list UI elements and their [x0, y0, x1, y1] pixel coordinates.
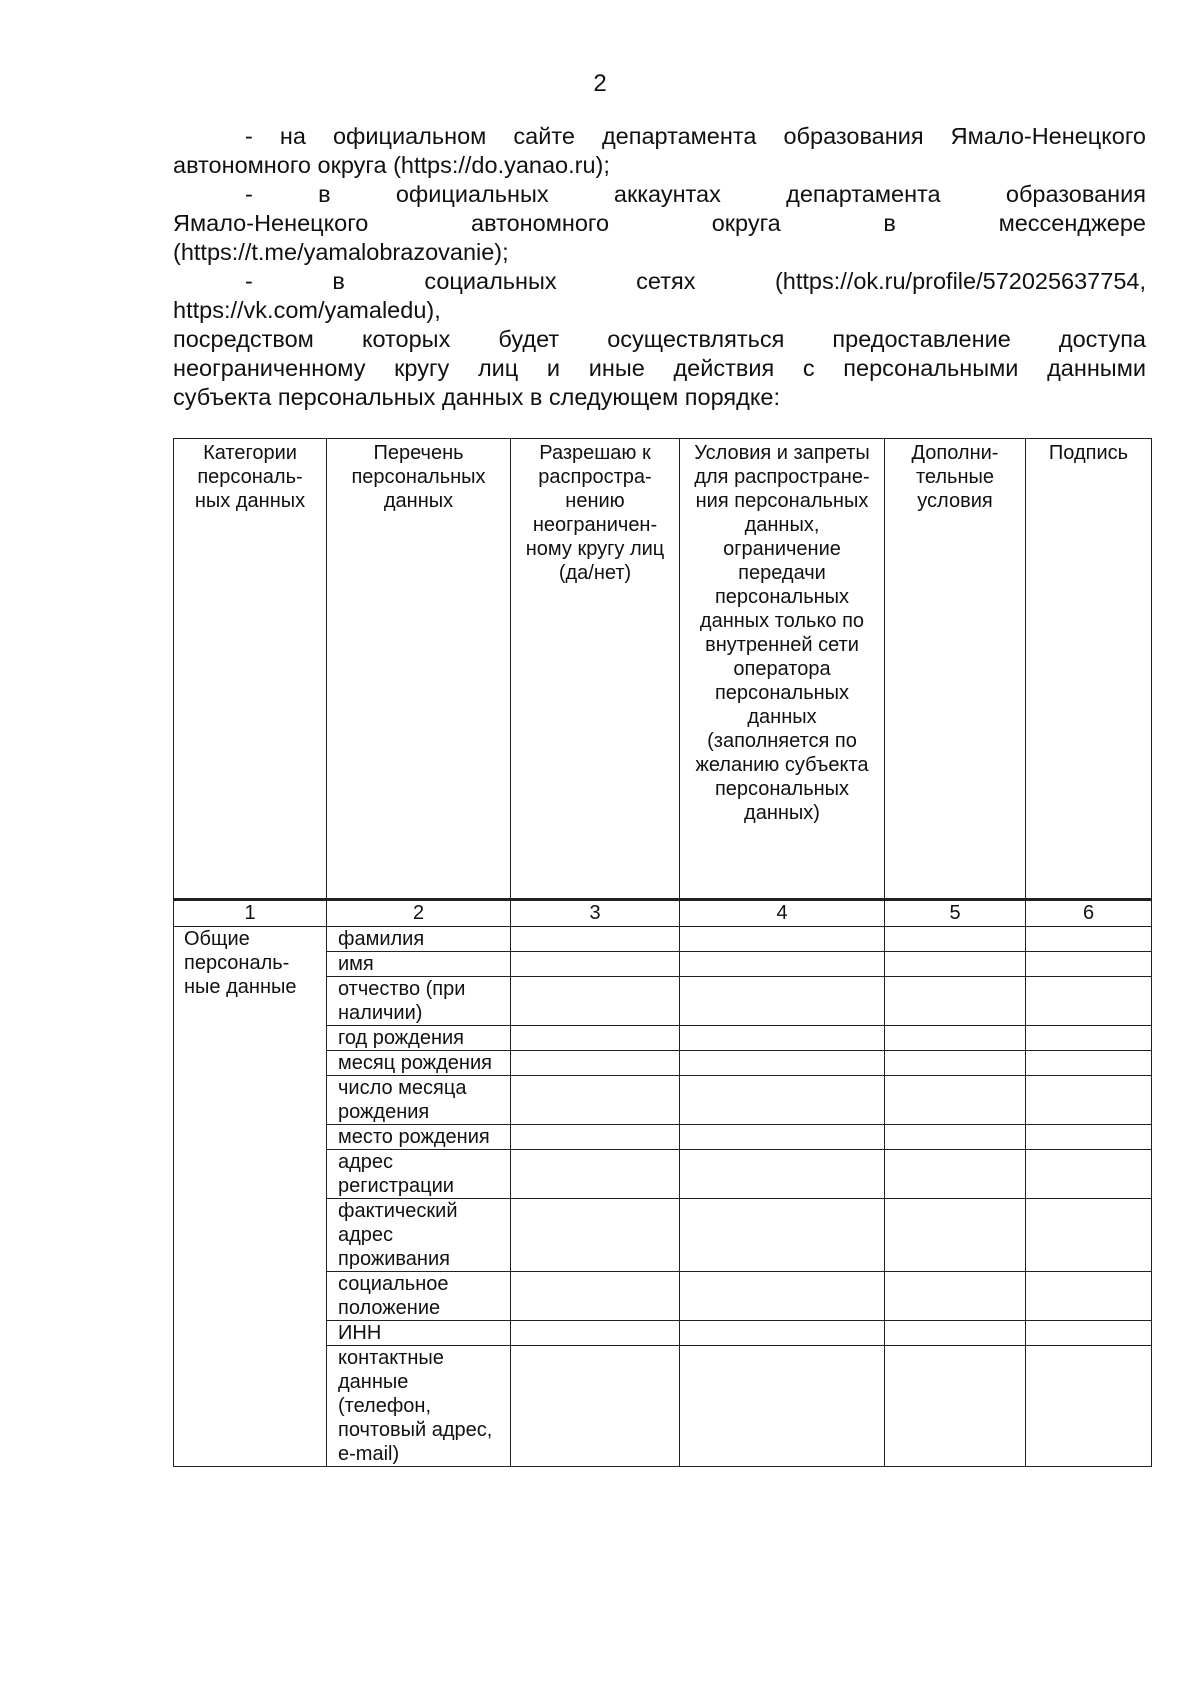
conditions-cell[interactable]	[680, 1026, 885, 1051]
additional-cell[interactable]	[885, 1125, 1026, 1150]
header-list: Перечень персональных данных	[327, 439, 511, 900]
table-row	[174, 927, 1152, 952]
conditions-cell[interactable]	[680, 1125, 885, 1150]
intro-line: (https://t.me/yamalobrazovanie);	[173, 239, 509, 265]
permission-cell[interactable]	[511, 1051, 680, 1076]
signature-cell[interactable]	[1026, 1125, 1152, 1150]
permission-cell[interactable]	[511, 1272, 680, 1321]
intro-line: - на официальном сайте департамента образования Ямало-Ненецкого	[245, 123, 1146, 149]
additional-cell[interactable]	[885, 1150, 1026, 1199]
signature-cell[interactable]	[1026, 1346, 1152, 1467]
item-cell: месяц рождения	[327, 1051, 511, 1076]
signature-cell[interactable]	[1026, 977, 1152, 1026]
intro-line: посредством которых будет осуществляться предоставление доступа	[173, 326, 1146, 352]
intro-text	[173, 122, 1146, 412]
conditions-cell[interactable]	[680, 1199, 885, 1272]
column-number: 2	[327, 900, 511, 927]
additional-cell[interactable]	[885, 1346, 1026, 1467]
header-additional: Дополни-тельные условия	[885, 439, 1026, 900]
conditions-cell[interactable]	[680, 1051, 885, 1076]
permission-cell[interactable]	[511, 1150, 680, 1199]
intro-line: - в официальных аккаунтах департамента образования	[245, 181, 1146, 207]
header-categories: Категории персональ-ных данных	[174, 439, 327, 900]
table-header-row	[174, 439, 1152, 900]
permission-cell[interactable]	[511, 1321, 680, 1346]
permission-cell[interactable]	[511, 1076, 680, 1125]
column-number: 5	[885, 900, 1026, 927]
permission-cell[interactable]	[511, 1026, 680, 1051]
additional-cell[interactable]	[885, 1076, 1026, 1125]
additional-cell[interactable]	[885, 1321, 1026, 1346]
page-number: 2	[593, 70, 607, 97]
column-number: 4	[680, 900, 885, 927]
additional-cell[interactable]	[885, 977, 1026, 1026]
signature-cell[interactable]	[1026, 1051, 1152, 1076]
item-cell: контактные данные (телефон, почтовый адрес, e-mail)	[327, 1346, 511, 1467]
conditions-cell[interactable]	[680, 1076, 885, 1125]
signature-cell[interactable]	[1026, 1272, 1152, 1321]
additional-cell[interactable]	[885, 927, 1026, 952]
conditions-cell[interactable]	[680, 952, 885, 977]
signature-cell[interactable]	[1026, 952, 1152, 977]
item-cell: ИНН	[327, 1321, 511, 1346]
column-number: 6	[1026, 900, 1152, 927]
item-cell: имя	[327, 952, 511, 977]
signature-cell[interactable]	[1026, 1150, 1152, 1199]
conditions-cell[interactable]	[680, 1346, 885, 1467]
item-cell: фамилия	[327, 927, 511, 952]
additional-cell[interactable]	[885, 1051, 1026, 1076]
item-cell: адрес регистрации	[327, 1150, 511, 1199]
item-cell: год рождения	[327, 1026, 511, 1051]
permission-cell[interactable]	[511, 1125, 680, 1150]
permission-cell[interactable]	[511, 952, 680, 977]
permission-cell[interactable]	[511, 977, 680, 1026]
signature-cell[interactable]	[1026, 1321, 1152, 1346]
intro-line: субъекта персональных данных в следующем порядке:	[173, 384, 780, 410]
header-signature: Подпись	[1026, 439, 1152, 900]
additional-cell[interactable]	[885, 952, 1026, 977]
item-cell: социальное положение	[327, 1272, 511, 1321]
permission-cell[interactable]	[511, 1346, 680, 1467]
header-conditions: Условия и запреты для распростране-ния персональных данных, ограничение передачи персональных данных только по внутренней сети оператора персональных данных (заполняется по желанию субъекта персональных данных)	[680, 439, 885, 900]
conditions-cell[interactable]	[680, 1272, 885, 1321]
intro-line: Ямало-Ненецкого автономного округа в мессенджере	[173, 210, 1146, 236]
item-cell: число месяца рождения	[327, 1076, 511, 1125]
signature-cell[interactable]	[1026, 1026, 1152, 1051]
conditions-cell[interactable]	[680, 1150, 885, 1199]
additional-cell[interactable]	[885, 1272, 1026, 1321]
conditions-cell[interactable]	[680, 1321, 885, 1346]
conditions-cell[interactable]	[680, 977, 885, 1026]
intro-line: - в социальных сетях (https://ok.ru/profile/572025637754,	[245, 268, 1146, 294]
column-number-row	[174, 900, 1152, 927]
column-number: 3	[511, 900, 680, 927]
signature-cell[interactable]	[1026, 927, 1152, 952]
conditions-cell[interactable]	[680, 927, 885, 952]
item-cell: место рождения	[327, 1125, 511, 1150]
signature-cell[interactable]	[1026, 1076, 1152, 1125]
additional-cell[interactable]	[885, 1199, 1026, 1272]
header-permission: Разрешаю к распростра-нению неограничен-ному кругу лиц (да/нет)	[511, 439, 680, 900]
column-number: 1	[174, 900, 327, 927]
intro-line: автономного округа (https://do.yanao.ru);	[173, 152, 610, 178]
item-cell: отчество (при наличии)	[327, 977, 511, 1026]
signature-cell[interactable]	[1026, 1199, 1152, 1272]
intro-line: неограниченному кругу лиц и иные действия с персональными данными	[173, 355, 1146, 381]
intro-line: https://vk.com/yamaledu),	[173, 297, 441, 323]
item-cell: фактический адрес проживания	[327, 1199, 511, 1272]
category-cell: Общие персональ-ные данные	[174, 927, 327, 1467]
additional-cell[interactable]	[885, 1026, 1026, 1051]
permission-cell[interactable]	[511, 1199, 680, 1272]
permission-cell[interactable]	[511, 927, 680, 952]
personal-data-table	[173, 438, 1152, 1467]
